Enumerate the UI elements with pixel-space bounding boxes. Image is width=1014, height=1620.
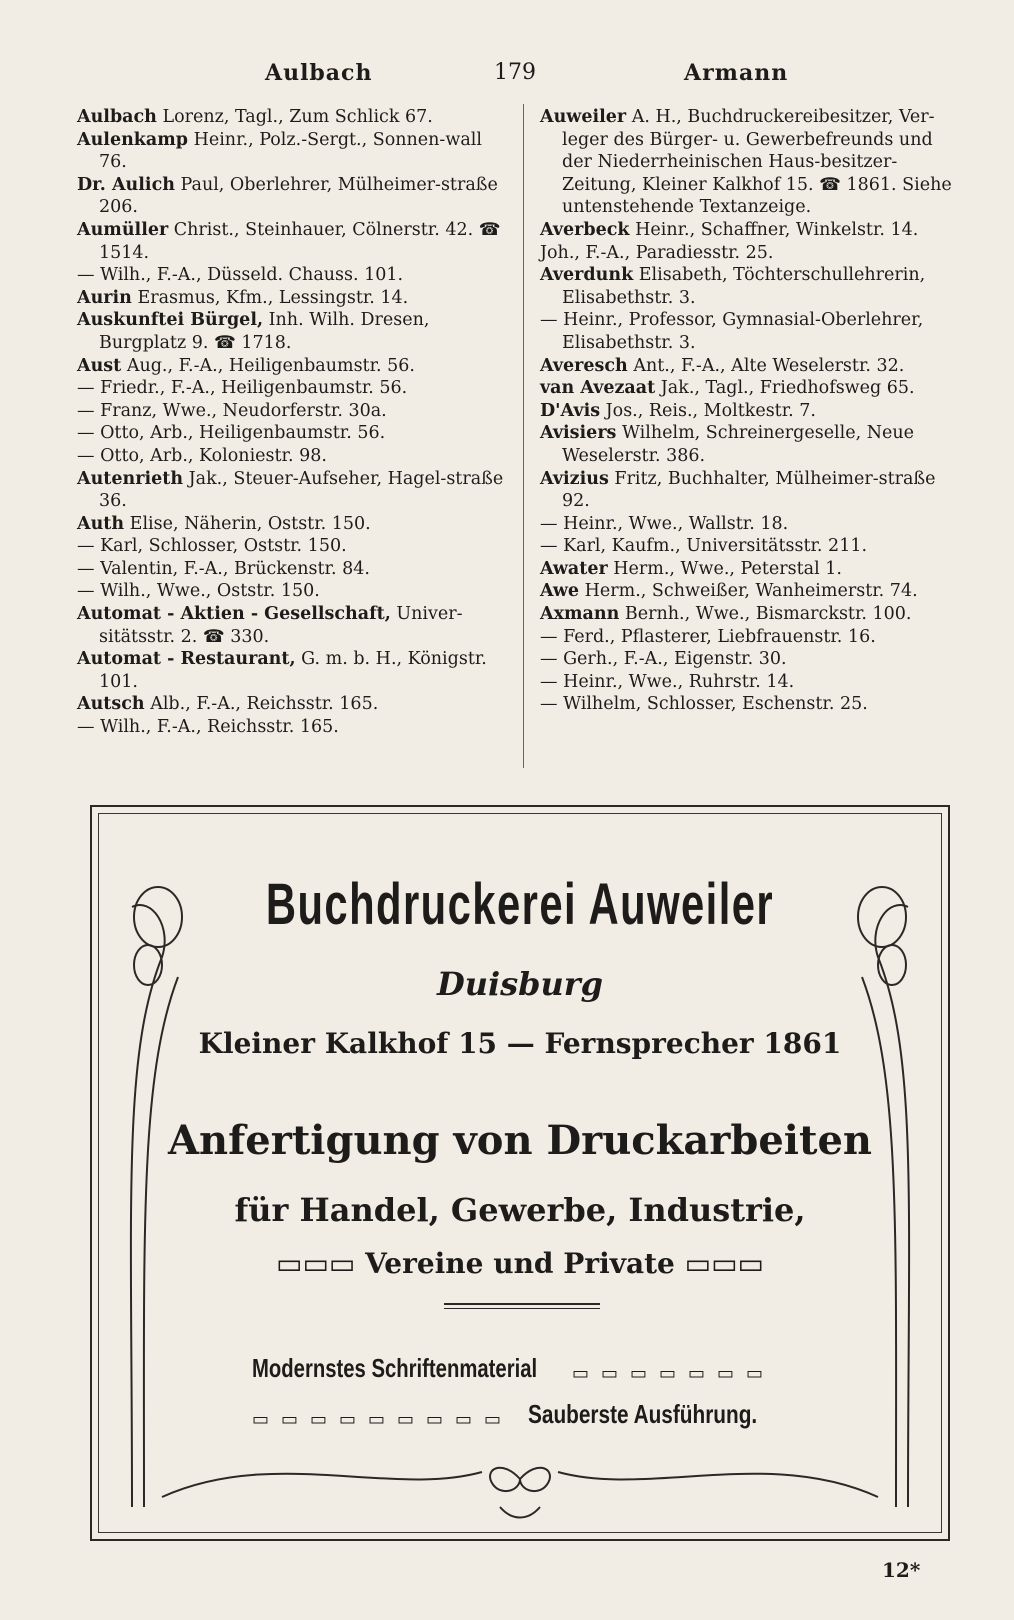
bottom-heart-ornament	[490, 1468, 550, 1491]
directory-entry: Axmann Bernh., Wwe., Bismarckstr. 100.	[540, 604, 912, 625]
directory-entry: — Wilh., F.-A., Düsseld. Chauss. 101.	[77, 265, 404, 286]
ad-clubs-line: ▭▭▭ Vereine und Private ▭▭▭	[276, 1247, 764, 1280]
directory-entry: — Karl, Kaufm., Universitätsstr. 211.	[540, 536, 868, 557]
directory-entry: Averesch Ant., F.-A., Alte Weselerstr. 32.	[540, 355, 905, 376]
advertisement-box	[90, 805, 950, 1541]
directory-entry: — Valentin, F.-A., Brückenstr. 84.	[77, 558, 370, 579]
ad-address: Kleiner Kalkhof 15 — Fernsprecher 1861	[198, 1027, 842, 1060]
directory-entry: Automat - Aktien - Gesellschaft, Univer-sitätsstr. 2. ☎ 330.	[77, 604, 463, 647]
directory-entry: — Karl, Schlosser, Oststr. 150.	[77, 536, 347, 557]
directory-entry: Averdunk Elisabeth, Töchterschullehrerin, Elisabethstr. 3.	[540, 265, 926, 308]
directory-entry: Autsch Alb., F.-A., Reichsstr. 165.	[77, 694, 379, 715]
bottom-left-swirl-ornament	[162, 1472, 482, 1497]
ad-quality-line: Sauberste Ausführung.	[528, 1399, 758, 1429]
column-divider	[523, 104, 524, 768]
ad-for-line: für Handel, Gewerbe, Industrie,	[234, 1191, 806, 1229]
directory-entry: Auweiler A. H., Buchdruckereibesitzer, Ver-leger des Bürger- u. Gewerbefreunds und der Niederrheinischen Haus-besitzer-Zeitung, Kleiner Kalkhof 15. ☎ 1861. Siehe untenstehende Textanzeige.	[540, 107, 952, 218]
directory-entry: — Gerh., F.-A., Eigenstr. 30.	[540, 649, 787, 670]
ad-material-line: Modernstes Schriftenmaterial	[252, 1353, 538, 1383]
page-header	[0, 60, 1014, 94]
directory-entry: Aulbach Lorenz, Tagl., Zum Schlick 67.	[77, 107, 433, 127]
ad-services: Anfertigung von Druckarbeiten	[167, 1117, 872, 1164]
directory-entry: — Otto, Arb., Heiligenbaumstr. 56.	[77, 423, 386, 444]
directory-entry: Aust Aug., F.-A., Heiligenbaumstr. 56.	[77, 355, 415, 376]
directory-entry: — Friedr., F.-A., Heiligenbaumstr. 56.	[77, 378, 408, 399]
directory-entry: — Otto, Arb., Koloniestr. 98.	[77, 445, 327, 466]
directory-entry: Dr. Aulich Paul, Oberlehrer, Mülheimer-straße 206.	[77, 174, 498, 218]
directory-entry: Averbeck Heinr., Schaffner, Winkelstr. 14.	[540, 219, 919, 240]
directory-entry: — Heinr., Wwe., Wallstr. 18.	[540, 513, 789, 534]
ad-dot-leader: ▭▭▭▭▭▭▭	[572, 1363, 776, 1384]
directory-entry: Auth Elise, Näherin, Oststr. 150.	[77, 513, 371, 534]
sheet-signature: 12*	[882, 1558, 921, 1582]
directory-entry: D'Avis Jos., Reis., Moltkestr. 7.	[540, 400, 816, 421]
directory-entry: Awe Herm., Schweißer, Wanheimerstr. 74.	[540, 581, 918, 602]
ad-divider-rule	[444, 1303, 600, 1305]
directory-entry: Auskunftei Bürgel, Inh. Wilh. Dresen, Burgplatz 9. ☎ 1718.	[77, 310, 430, 353]
directory-entry: Aulenkamp Heinr., Polz.-Sergt., Sonnen-wall 76.	[77, 129, 482, 173]
directory-entry: Aumüller Christ., Steinhauer, Cölnerstr. 42. ☎ 1514.	[77, 219, 501, 263]
bottom-right-swirl-ornament	[558, 1472, 878, 1497]
directory-entry: — Heinr., Wwe., Ruhrstr. 14.	[540, 671, 795, 692]
right-column	[540, 106, 965, 716]
directory-entry: Joh., F.-A., Paradiesstr. 25.	[540, 242, 774, 263]
directory-entry: Awater Herm., Wwe., Peterstal 1.	[540, 558, 842, 579]
directory-entry: Avisiers Wilhelm, Schreinergeselle, Neue Weselerstr. 386.	[540, 423, 915, 466]
header-first-entry: Aulbach	[265, 60, 373, 86]
bottom-heart-ornament	[500, 1507, 540, 1518]
directory-entry: Autenrieth Jak., Steuer-Aufseher, Hagel-straße 36.	[77, 468, 504, 512]
directory-entry: — Wilhelm, Schlosser, Eschenstr. 25.	[540, 694, 868, 715]
ad-divider-rule	[444, 1308, 600, 1309]
directory-entry: — Heinr., Professor, Gymnasial-Oberlehrer, Elisabethstr. 3.	[540, 310, 924, 353]
ad-dot-leader: ▭▭▭▭▭▭▭▭▭	[252, 1409, 514, 1430]
header-last-entry: Armann	[684, 60, 789, 86]
directory-entry: Aurin Erasmus, Kfm., Lessingstr. 14.	[77, 287, 409, 308]
page-number: 179	[494, 60, 536, 85]
ad-title: Buchdruckerei Auweiler	[265, 872, 775, 937]
left-column	[77, 106, 505, 739]
directory-entry: Automat - Restaurant, G. m. b. H., Königstr. 101.	[77, 649, 487, 692]
directory-entry: — Franz, Wwe., Neudorferstr. 30a.	[77, 400, 387, 421]
directory-entry: — Wilh., Wwe., Oststr. 150.	[77, 581, 320, 602]
directory-entry: — Ferd., Pflasterer, Liebfrauenstr. 16.	[540, 626, 876, 647]
directory-entry: van Avezaat Jak., Tagl., Friedhofsweg 65.	[540, 378, 915, 399]
directory-entry: — Wilh., F.-A., Reichsstr. 165.	[77, 717, 339, 738]
directory-entry: Avizius Fritz, Buchhalter, Mülheimer-straße 92.	[540, 468, 936, 512]
ad-city: Duisburg	[436, 965, 604, 1003]
